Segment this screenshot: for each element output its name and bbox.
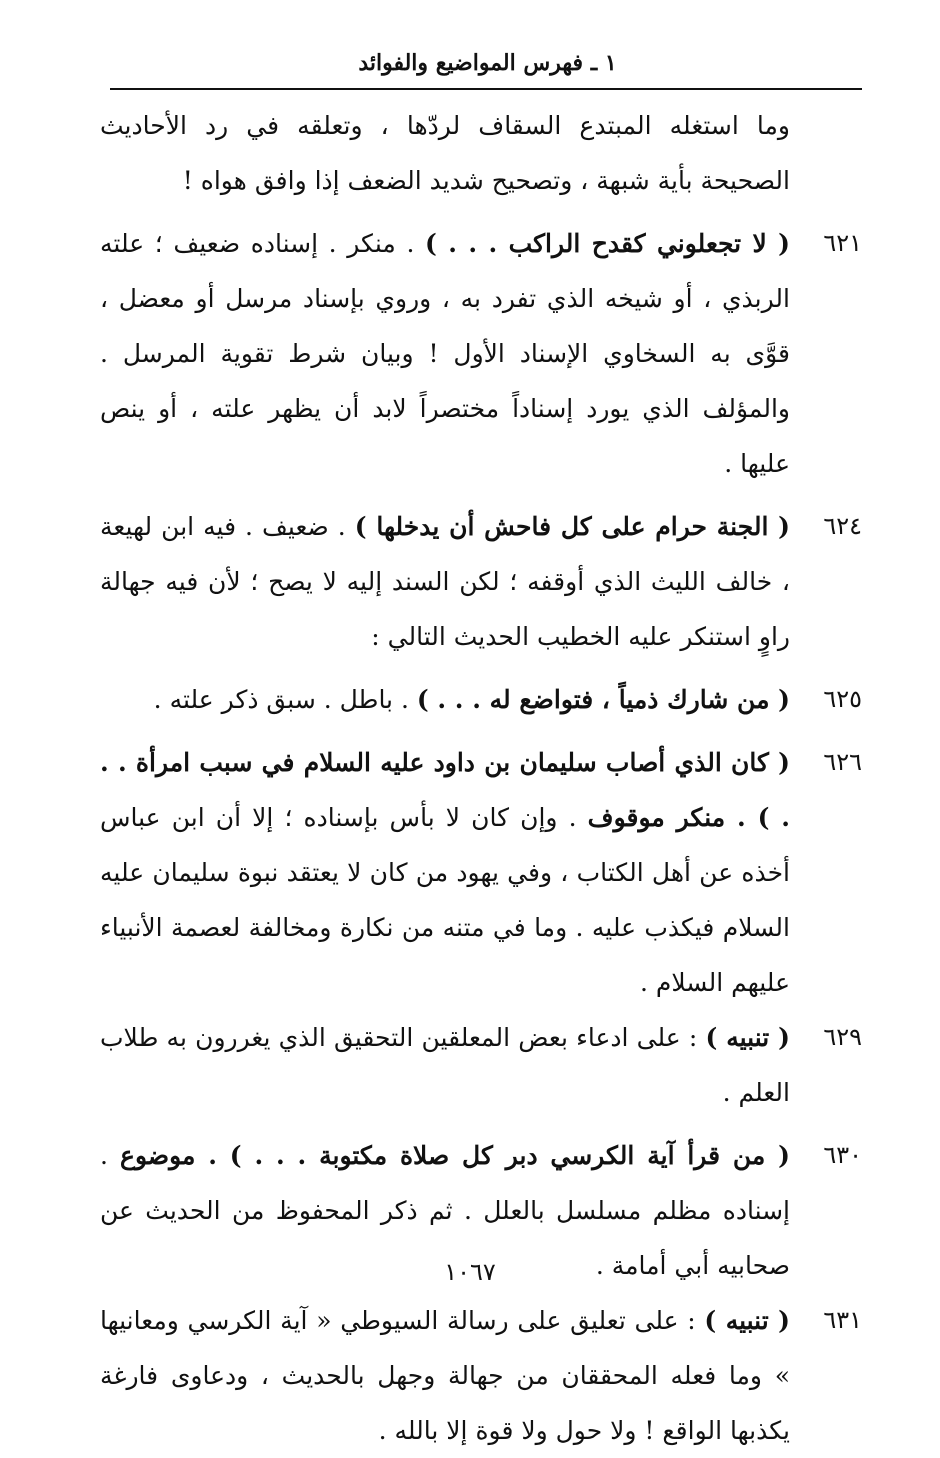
entry-comment: . إسناده مظلم مسلسل بالعلل . ثم ذكر المحفوظ من الحديث عن صحابيه أبي أمامة . (100, 1141, 790, 1280)
entry-626 (100, 735, 862, 1010)
entry-number: ٦٢٦ (823, 748, 862, 776)
entry-hadith: ( كان الذي أصاب سليمان بن داود عليه السلام في سبب امرأة . . . ) . منكر موقوف (100, 748, 790, 832)
entry-text (100, 1293, 790, 1458)
entry-number: ٦٣١ (823, 1306, 862, 1334)
entry-text (100, 216, 790, 491)
entry-number: ٦٣٠ (823, 1141, 862, 1169)
entry-text (100, 735, 790, 1010)
entry-number: ٦٢٩ (823, 1023, 862, 1051)
entry-text (100, 499, 790, 664)
entry-hadith: ( تنبيه ) (704, 1306, 790, 1335)
entry-hadith: ( من قرأ آية الكرسي دبر كل صلاة مكتوبة . . . ) . موضوع (120, 1141, 790, 1170)
entry-number: ٦٢٤ (823, 512, 862, 540)
entry-621 (100, 216, 862, 491)
page-number: ١٠٦٧ (444, 1258, 496, 1286)
entry-hadith: ( من شارك ذمياً ، فتواضع له . . . ) (416, 685, 790, 714)
entry-631 (100, 1293, 862, 1458)
entry-624 (100, 499, 862, 664)
page-header-title: ١ ـ فهرس المواضيع والفوائد (358, 50, 617, 76)
intro-text: وما استغله المبتدع السقاف لردّها ، وتعلقه في رد الأحاديث الصحيحة بأية شبهة ، وتصحيح شديد الضعف إذا وافق هواه ! (100, 111, 790, 195)
entry-comment: . باطل . سبق ذكر علته . (153, 685, 417, 714)
entry-comment: . ضعيف . فيه ابن لهيعة ، خالف الليث الذي أوقفه ؛ لكن السند إليه لا يصح ؛ لأن فيه جهالة راوٍ استنكر عليه الخطيب الحديث التالي : (100, 512, 790, 651)
entry-comment: : على ادعاء بعض المعلقين التحقيق الذي يغررون به طلاب العلم . (100, 1023, 790, 1107)
entry-hadith: ( الجنة حرام على كل فاحش أن يدخلها ) (354, 512, 790, 541)
entry-hadith: ( لا تجعلوني كقدح الراكب . . . ) (425, 229, 791, 258)
entry-629 (100, 1010, 862, 1120)
header-rule (110, 88, 862, 90)
entry-text (100, 1010, 790, 1120)
entry-number: ٦٢١ (823, 229, 862, 257)
entry-number: ٦٢٥ (823, 685, 862, 713)
entry-hadith: ( تنبيه ) (705, 1023, 791, 1052)
entry-comment: : على تعليق على رسالة السيوطي « آية الكرسي ومعانيها » وما فعله المحققان من جهالة وجهل بالحديث ، ودعاوى فارغة يكذبها الواقع ! ولا حول ولا قوة إلا بالله . (100, 1306, 790, 1445)
entry-comment: . منكر . إسناده ضعيف ؛ علته الربذي ، أو شيخه الذي تفرد به ، وروي بإسناد مرسل أو معضل ، قوَّى به السخاوي الإسناد الأول ! وبيان شرط تقوية المرسل . والمؤلف الذي يورد إسناداً مختصراً لابد أن يظهر علته ، أو ينص عليها . (100, 229, 790, 478)
intro-paragraph (100, 98, 862, 208)
entry-625 (100, 672, 862, 727)
entry-text (100, 672, 790, 727)
index-content (100, 98, 862, 1458)
entry-comment: . وإن كان لا بأس بإسناده ؛ إلا أن ابن عباس أخذه عن أهل الكتاب ، وفي يهود من كان لا يعتقد نبوة سليمان عليه السلام فيكذب عليه . وما في متنه من نكارة ومخالفة لعصمة الأنبياء عليهم السلام . (100, 803, 790, 997)
